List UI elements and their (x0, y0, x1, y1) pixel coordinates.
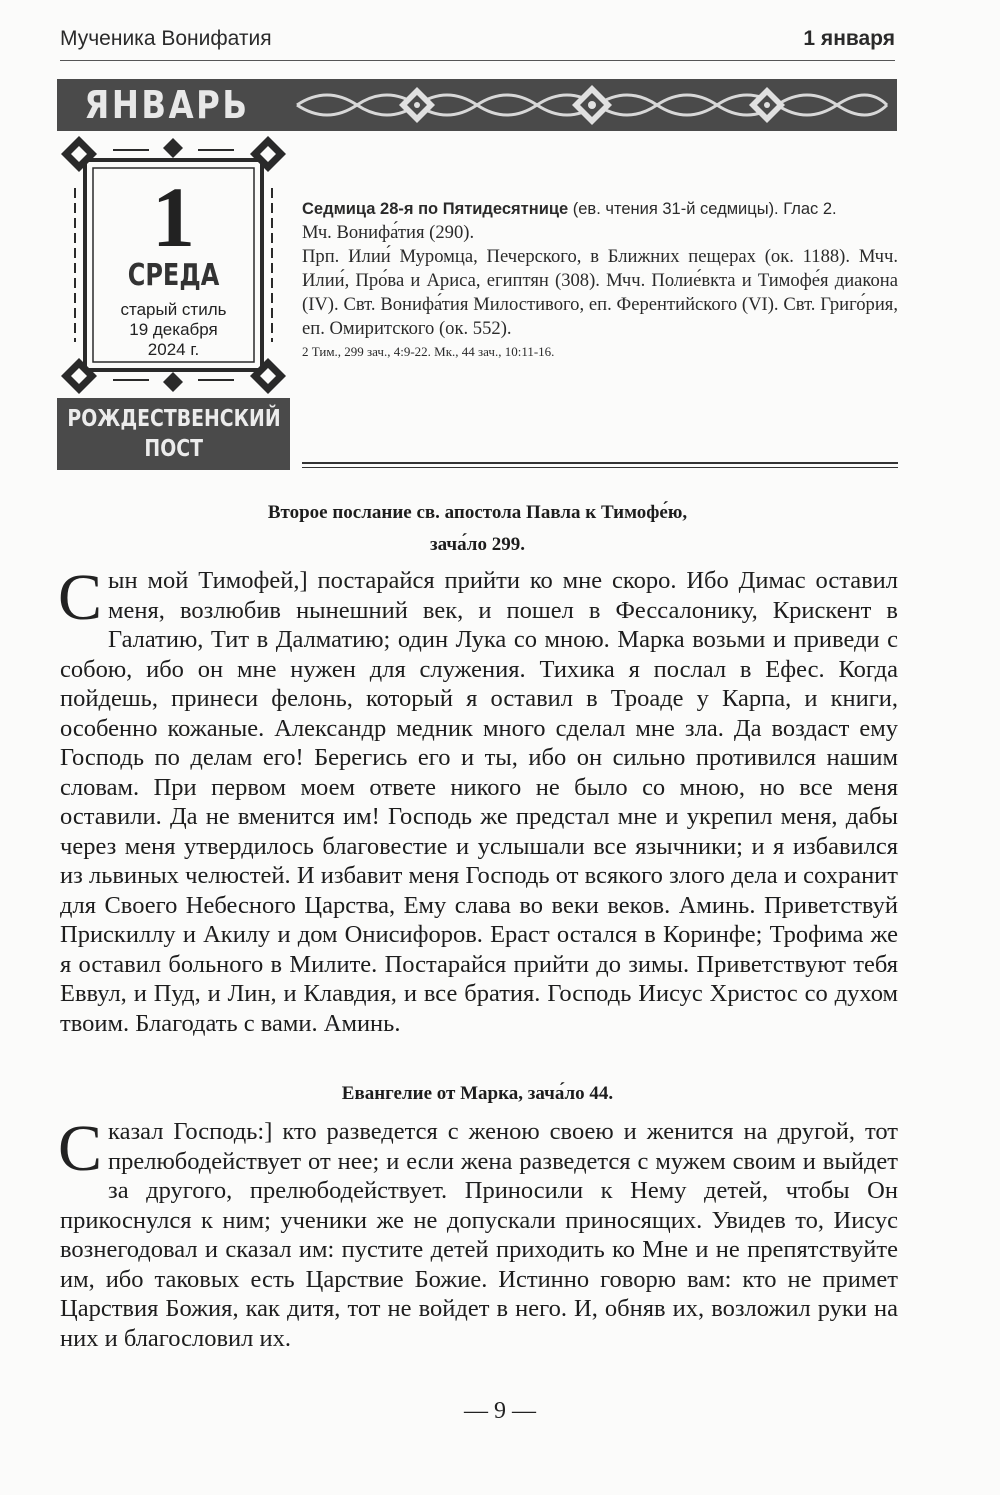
gospel-text (58, 1112, 898, 1353)
commemorations: Прп. Илии́ Муромца, Печерского, в Ближних пещерах (ок. 1188). Мчч. Илии́, Про́ва и Ариса, египтян (308). Мчч. Полие́вкта и Тимофе́я диакона (IV). Свт. Вонифа́тия Милостивого, еп. Ферентийского (VI). Свт. Григо́рия, еп. Омиритского (ок. 552). (302, 246, 898, 339)
header-rule (60, 60, 895, 61)
epistle-text (58, 561, 898, 1038)
knot-ornament-icon (287, 79, 897, 131)
running-header-saint: Мученика Вонифатия (60, 27, 272, 50)
fast-banner (57, 398, 290, 470)
gospel-heading: Евангелие от Марка, зача́ло 44. (341, 1083, 614, 1104)
old-style-date (57, 300, 290, 360)
week-details: (ев. чтения 31-й седмицы). Глас 2. (568, 200, 837, 218)
info-rule (302, 462, 898, 464)
old-style-day: 19 декабря (129, 320, 218, 339)
week-line (302, 197, 898, 221)
gospel-body: казал Господь:] кто разведется с женою своею и женится на другой, тот прелюбодействует от нее; и если жена разведется с мужем своим и выйдет за другого, прелюбодействует. Приносили к Нему детей, чтобы Он прикоснулся к ним; ученики же не допускали приносящих. Увидев то, Иисус вознегодовал и сказал им: пустите детей приходить ко Мне и не препятствуйте им, ибо таковых есть Царствие Божие. Истинно говорю вам: кто не примет Царствия Божия, как дитя, тот не войдет в него. И, обняв их, возложил руки на них и благословил их. (60, 1118, 898, 1352)
readings: 2 Тим., 299 зач., 4:9-22. Мк., 44 зач., 10:11-16. (302, 344, 555, 359)
page-number: — 9 — (464, 1398, 536, 1424)
day-info (302, 197, 898, 363)
day-weekday: СРЕДА (127, 258, 220, 293)
info-rule-thin (302, 467, 898, 468)
drop-cap: С (58, 1112, 103, 1185)
week-title: Седмица 28-я по Пятидесятнице (302, 200, 569, 218)
day-box (57, 132, 290, 398)
month-title: ЯНВАРЬ (84, 83, 250, 127)
main-saint: Мч. Вонифа́тия (290). (302, 222, 475, 243)
old-style-year: 2024 г. (147, 340, 200, 359)
epistle-heading: Второе послание св. апостола Павла к Тимофе́ю, (267, 502, 688, 523)
month-banner (57, 79, 897, 131)
drop-cap: С (58, 561, 103, 634)
epistle-body: ын мой Тимофей,] постарайся прийти ко мне скоро. Ибо Димас оставил меня, возлюбив нынешний век, и пошел в Фессалонику, Крискент в Галатию, Тит в Далматию; один Лука со мною. Марка возьми и приведи с собою, ибо он мне нужен для служения. Тихика я послал в Ефес. Когда пойдешь, принеси фелонь, который я оставил в Троаде у Карпа, и книги, особенно кожаные. Александр медник много сделал мне зла. Да воздаст ему Господь по делам его! Берегись его и ты, ибо он сильно противился нашим словам. При первом моем ответе никого не было со мною, но все меня оставили. Да не вменится им! Господь же предстал мне и укрепил меня, дабы через меня утвердилось благовестие и услышали все язычники; и я избавился из львиных челюстей. И избавит меня Господь от всякого злого дела и сохранит для Своего Небесного Царства, Ему слава во веки веков. Аминь. Приветствуй Прискиллу и Акилу и дом Онисифоров. Ераст остался в Коринфе; Трофима же я оставил больного в Милите. Постарайся прийти до зимы. Приветствуют тебя Еввул, и Пуд, и Лин, и Клавдия, и все братия. Господь Иисус Христос со духом твоим. Благодать с вами. Аминь. (60, 567, 898, 1037)
fast-banner-line1: РОЖДЕСТВЕНСКИЙ (66, 406, 281, 432)
epistle-zachalo: зача́ло 299. (430, 534, 525, 555)
fast-banner-line2: ПОСТ (144, 436, 203, 462)
old-style-label: старый стиль (120, 300, 227, 319)
day-number: 1 (152, 169, 195, 265)
running-header-date: 1 января (803, 27, 895, 50)
